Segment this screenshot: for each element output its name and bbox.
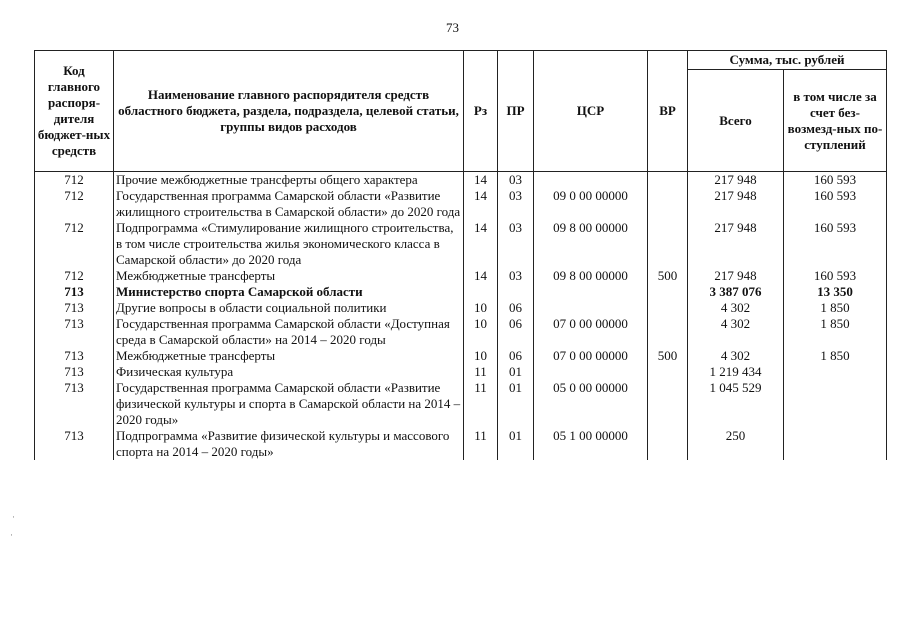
header-csr: ЦСР	[534, 51, 648, 172]
row-free	[784, 380, 887, 428]
row-name: Министерство спорта Самарской области	[114, 284, 464, 300]
row-csr	[534, 300, 648, 316]
row-csr: 07 0 00 00000	[534, 348, 648, 364]
row-vr	[648, 188, 688, 220]
table-row	[35, 380, 887, 428]
header-code: Код главного распоря-дителя бюджет-ных средств	[35, 51, 114, 172]
row-rz: 10	[464, 300, 498, 316]
row-code: 713	[35, 380, 114, 428]
row-code: 713	[35, 300, 114, 316]
row-pr: 03	[498, 188, 534, 220]
row-total: 4 302	[688, 300, 784, 316]
header-free: в том числе за счет без-возмезд-ных по-ступлений	[784, 70, 887, 172]
row-code: 713	[35, 348, 114, 364]
row-vr	[648, 284, 688, 300]
row-pr: 03	[498, 220, 534, 268]
row-total: 217 948	[688, 268, 784, 284]
row-pr: 06	[498, 348, 534, 364]
row-rz	[464, 284, 498, 300]
table-row	[35, 300, 887, 316]
row-name: Государственная программа Самарской области «Развитие физической культуры и спорта в Самарской области на 2014 – 2020 годы»	[114, 380, 464, 428]
row-code: 713	[35, 428, 114, 460]
row-pr: 01	[498, 364, 534, 380]
row-rz: 11	[464, 428, 498, 460]
row-total: 217 948	[688, 220, 784, 268]
row-name: Межбюджетные трансферты	[114, 268, 464, 284]
row-name: Другие вопросы в области социальной политики	[114, 300, 464, 316]
row-total: 250	[688, 428, 784, 460]
row-rz: 10	[464, 316, 498, 348]
header-rz: Рз	[464, 51, 498, 172]
row-code: 712	[35, 188, 114, 220]
row-total: 217 948	[688, 188, 784, 220]
row-csr	[534, 172, 648, 189]
row-total: 3 387 076	[688, 284, 784, 300]
row-rz: 10	[464, 348, 498, 364]
table-row	[35, 428, 887, 460]
row-rz: 14	[464, 268, 498, 284]
row-name: Прочие межбюджетные трансферты общего характера	[114, 172, 464, 189]
row-code: 713	[35, 316, 114, 348]
header-pr: ПР	[498, 51, 534, 172]
table-row	[35, 284, 887, 300]
header-name: Наименование главного распорядителя средств областного бюджета, раздела, подраздела, целевой статьи, группы видов расходов	[114, 51, 464, 172]
budget-table	[34, 50, 887, 460]
row-vr	[648, 220, 688, 268]
row-vr	[648, 380, 688, 428]
header-total: Всего	[688, 70, 784, 172]
table-row	[35, 316, 887, 348]
row-free: 160 593	[784, 268, 887, 284]
row-csr: 05 1 00 00000	[534, 428, 648, 460]
row-free	[784, 364, 887, 380]
row-csr: 09 0 00 00000	[534, 188, 648, 220]
row-free: 1 850	[784, 300, 887, 316]
row-code: 713	[35, 364, 114, 380]
row-pr: 03	[498, 268, 534, 284]
row-pr: 01	[498, 380, 534, 428]
row-code: 712	[35, 172, 114, 189]
table-row	[35, 188, 887, 220]
scan-mark: ·	[10, 530, 13, 540]
row-code: 712	[35, 268, 114, 284]
row-pr	[498, 284, 534, 300]
row-total: 1 045 529	[688, 380, 784, 428]
row-pr: 06	[498, 316, 534, 348]
row-free: 13 350	[784, 284, 887, 300]
table-body	[35, 172, 887, 461]
row-csr	[534, 284, 648, 300]
table-row	[35, 268, 887, 284]
row-csr: 05 0 00 00000	[534, 380, 648, 428]
row-pr: 03	[498, 172, 534, 189]
row-rz: 14	[464, 188, 498, 220]
row-code: 713	[35, 284, 114, 300]
row-vr	[648, 364, 688, 380]
row-csr: 09 8 00 00000	[534, 220, 648, 268]
row-total: 1 219 434	[688, 364, 784, 380]
row-vr	[648, 172, 688, 189]
table-row	[35, 220, 887, 268]
table-row	[35, 348, 887, 364]
row-pr: 06	[498, 300, 534, 316]
row-name: Подпрограмма «Развитие физической культуры и массового спорта на 2014 – 2020 годы»	[114, 428, 464, 460]
page-number: 73	[446, 20, 459, 35]
row-total: 217 948	[688, 172, 784, 189]
row-name: Межбюджетные трансферты	[114, 348, 464, 364]
row-rz: 14	[464, 172, 498, 189]
row-name: Государственная программа Самарской области «Развитие жилищного строительства в Самарской области» до 2020 года	[114, 188, 464, 220]
row-pr: 01	[498, 428, 534, 460]
header-vr: ВР	[648, 51, 688, 172]
row-vr: 500	[648, 348, 688, 364]
header-sum: Сумма, тыс. рублей	[688, 51, 887, 70]
row-name: Государственная программа Самарской области «Доступная среда в Самарской области» на 2014 – 2020 годы	[114, 316, 464, 348]
row-vr: 500	[648, 268, 688, 284]
row-free: 160 593	[784, 220, 887, 268]
row-rz: 11	[464, 364, 498, 380]
row-free: 160 593	[784, 188, 887, 220]
table-row	[35, 172, 887, 189]
row-free: 160 593	[784, 172, 887, 189]
row-code: 712	[35, 220, 114, 268]
row-free: 1 850	[784, 348, 887, 364]
row-total: 4 302	[688, 316, 784, 348]
row-rz: 11	[464, 380, 498, 428]
row-csr: 09 8 00 00000	[534, 268, 648, 284]
row-csr	[534, 364, 648, 380]
row-csr: 07 0 00 00000	[534, 316, 648, 348]
table-header	[35, 51, 887, 172]
row-vr	[648, 316, 688, 348]
row-name: Физическая культура	[114, 364, 464, 380]
row-total: 4 302	[688, 348, 784, 364]
row-free	[784, 428, 887, 460]
row-free: 1 850	[784, 316, 887, 348]
row-rz: 14	[464, 220, 498, 268]
row-name: Подпрограмма «Стимулирование жилищного строительства, в том числе строительства жилья экономического класса в Самарской области» до 2020 года	[114, 220, 464, 268]
table-row	[35, 364, 887, 380]
row-vr	[648, 428, 688, 460]
scan-mark: ·	[12, 512, 15, 522]
row-vr	[648, 300, 688, 316]
